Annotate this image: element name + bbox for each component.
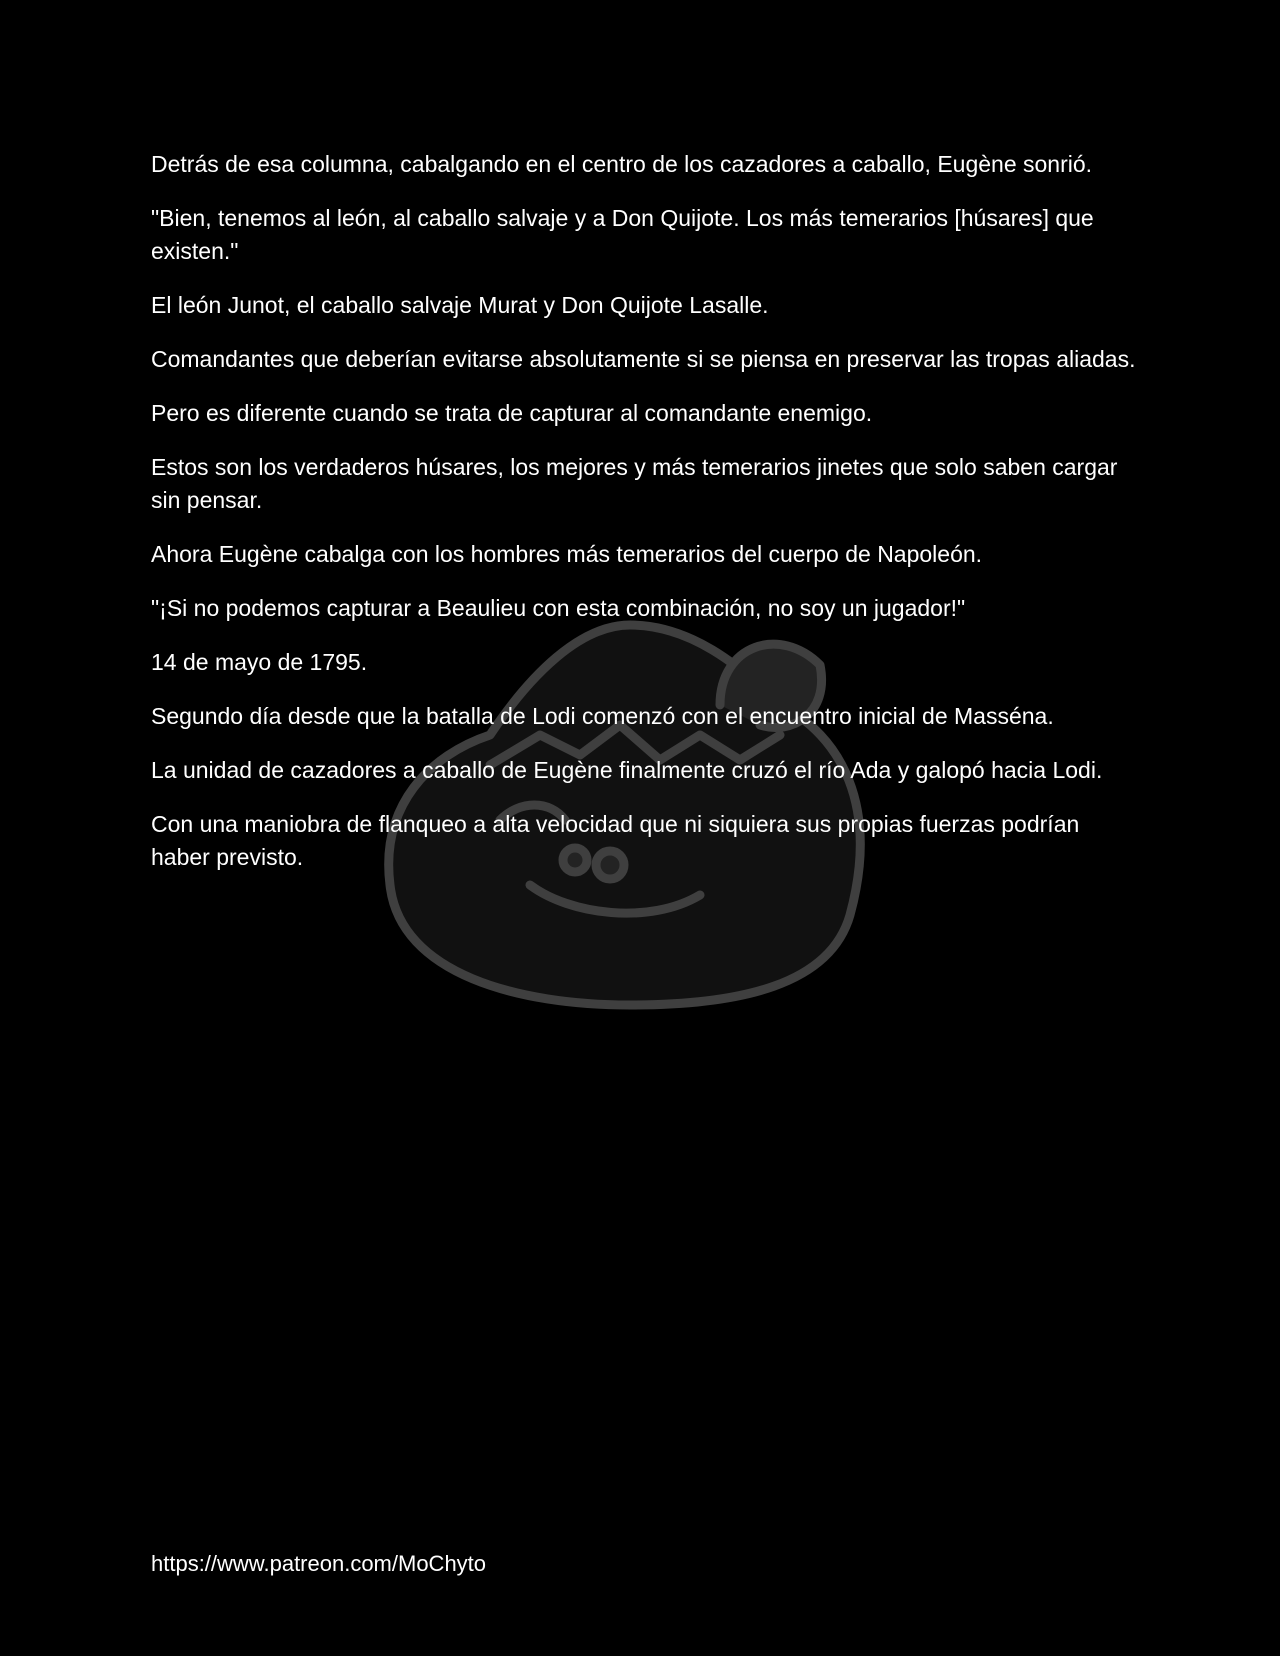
- paragraph-10: Segundo día desde que la batalla de Lodi comenzó con el encuentro inicial de Masséna.: [151, 703, 1054, 729]
- paragraph-1: Detrás de esa columna, cabalgando en el centro de los cazadores a caballo, Eugène sonrió.: [151, 151, 1093, 177]
- paragraph-11: La unidad de cazadores a caballo de Eugène finalmente cruzó el río Ada y galopó hacia Lodi.: [151, 757, 1103, 783]
- paragraph-12: Con una maniobra de flanqueo a alta velocidad que ni siquiera sus propias fuerzas podrían haber previsto.: [151, 811, 1080, 870]
- patreon-link[interactable]: https://www.patreon.com/MoChyto: [151, 1551, 487, 1576]
- text-body: [151, 148, 1141, 895]
- paragraph-6: Estos son los verdaderos húsares, los mejores y más temerarios jinetes que solo saben cargar sin pensar.: [151, 454, 1118, 513]
- paragraph-9: 14 de mayo de 1795.: [151, 649, 368, 675]
- paragraph-8: "¡Si no podemos capturar a Beaulieu con esta combinación, no soy un jugador!": [151, 595, 966, 621]
- paragraph-5: Pero es diferente cuando se trata de capturar al comandante enemigo.: [151, 400, 873, 426]
- paragraph-2: "Bien, tenemos al león, al caballo salvaje y a Don Quijote. Los más temerarios [húsares] que existen.": [151, 205, 1094, 264]
- paragraph-3: El león Junot, el caballo salvaje Murat y Don Quijote Lasalle.: [151, 292, 769, 318]
- paragraph-7: Ahora Eugène cabalga con los hombres más temerarios del cuerpo de Napoleón.: [151, 541, 983, 567]
- paragraph-4: Comandantes que deberían evitarse absolutamente si se piensa en preservar las tropas aliadas.: [151, 346, 1136, 372]
